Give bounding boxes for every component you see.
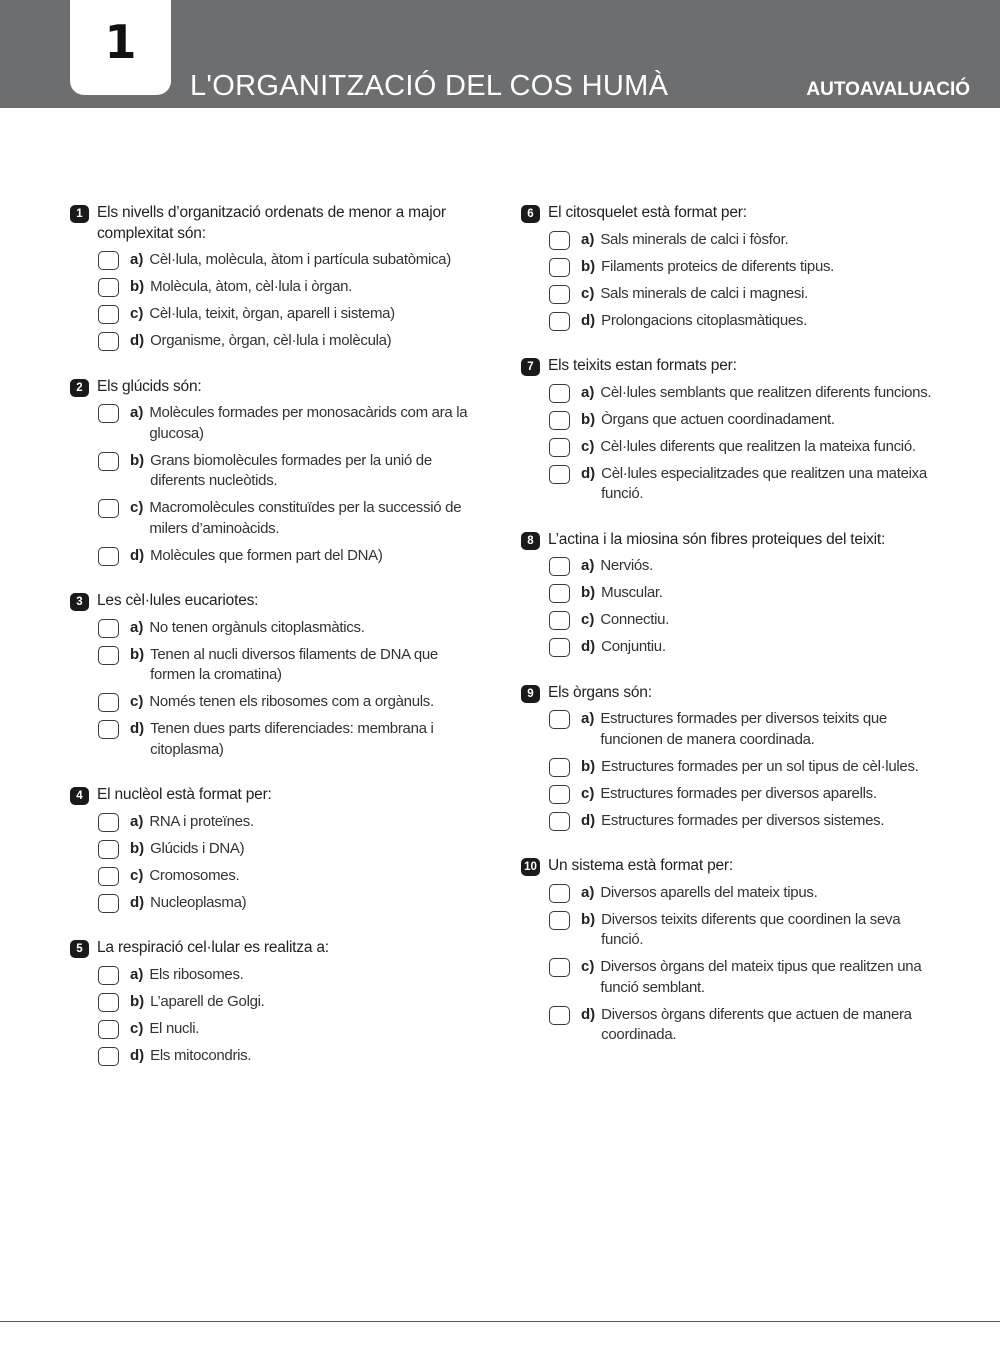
option-text: El nucli. (149, 1019, 200, 1037)
answer-checkbox[interactable] (98, 646, 119, 665)
option-letter: a) (130, 251, 144, 268)
option-text: Els mitocondris. (150, 1046, 252, 1064)
answer-checkbox[interactable] (98, 720, 119, 739)
option-text: Nerviós. (600, 557, 653, 574)
question-3 (70, 591, 480, 760)
answer-checkbox[interactable] (549, 258, 570, 277)
option-text: Nucleoplasma) (150, 893, 247, 911)
answer-checkbox[interactable] (98, 693, 119, 712)
question-number-badge: 9 (521, 685, 540, 703)
option-text: Només tenen els ribosomes com a orgànuls. (149, 693, 434, 710)
question-header (70, 377, 480, 398)
option-letter: d) (581, 311, 596, 329)
answer-checkbox[interactable] (549, 884, 570, 903)
option-text: Cèl·lules semblants que realitzen diferents funcions. (600, 383, 932, 401)
option-text: Glúcids i DNA) (150, 839, 245, 857)
option-letter: b) (581, 757, 596, 775)
option-text: Molècules formades per monosacàrids com ara la glucosa) (149, 404, 468, 442)
answer-option[interactable] (549, 610, 941, 631)
answer-checkbox[interactable] (549, 465, 570, 484)
option-letter: c) (581, 611, 595, 628)
answer-checkbox[interactable] (549, 557, 570, 576)
option-text: Conjuntiu. (601, 638, 666, 655)
answer-option[interactable] (549, 1005, 941, 1046)
answer-option[interactable] (98, 893, 480, 914)
option-letter: d) (581, 464, 596, 482)
option-text: Prolongacions citoplasmàtiques. (601, 311, 807, 329)
answer-option[interactable] (98, 304, 480, 325)
option-letter: b) (581, 257, 596, 275)
option-letter: b) (130, 992, 145, 1010)
option-text: Diversos òrgans del mateix tipus que realitzen una funció semblant. (600, 958, 922, 996)
answer-option[interactable] (549, 637, 941, 658)
option-letter: c) (130, 499, 144, 516)
option-text: No tenen orgànuls citoplasmàtics. (149, 618, 365, 636)
answer-option[interactable] (98, 618, 480, 639)
answer-checkbox[interactable] (98, 867, 119, 886)
option-letter: d) (581, 1005, 596, 1023)
section-tag: AUTOAVALUACIÓ (806, 79, 970, 100)
question-number-badge: 3 (70, 593, 89, 611)
option-letter: d) (581, 811, 596, 829)
question-text: L’actina i la miosina són fibres proteiques del teixit: (548, 530, 886, 548)
answer-checkbox[interactable] (549, 584, 570, 603)
answer-checkbox[interactable] (98, 966, 119, 985)
answer-checkbox[interactable] (549, 438, 570, 457)
option-letter: a) (130, 618, 144, 636)
answer-checkbox[interactable] (98, 1020, 119, 1039)
answer-option[interactable] (98, 812, 480, 833)
page-header (0, 0, 1000, 108)
question-text: La respiració cel·lular es realitza a: (97, 939, 329, 956)
option-text: Cèl·lules especialitzades que realitzen una mateixa funció. (601, 464, 927, 502)
question-number-badge: 10 (521, 858, 540, 876)
answer-checkbox[interactable] (549, 710, 570, 729)
question-5 (70, 938, 480, 1066)
answer-checkbox[interactable] (549, 812, 570, 831)
option-letter: a) (581, 230, 595, 248)
question-2 (70, 377, 480, 567)
answer-option[interactable] (549, 284, 941, 305)
option-text: Estructures formades per un sol tipus de cèl·lules. (601, 757, 919, 775)
answer-checkbox[interactable] (549, 384, 570, 403)
option-letter: b) (581, 410, 596, 428)
option-letter: d) (130, 1046, 145, 1064)
left-column (70, 203, 480, 1091)
option-letter: c) (130, 866, 144, 884)
answer-option[interactable] (549, 583, 941, 604)
answer-option[interactable] (549, 464, 941, 505)
question-header (521, 356, 941, 377)
answer-checkbox[interactable] (549, 785, 570, 804)
answer-option[interactable] (98, 839, 480, 860)
footer-divider (0, 1321, 1000, 1322)
option-text: RNA i proteïnes. (149, 812, 254, 830)
option-letter: a) (130, 404, 144, 421)
answer-option[interactable] (549, 883, 941, 904)
option-letter: a) (130, 965, 144, 983)
question-header (70, 591, 480, 612)
answer-checkbox[interactable] (98, 993, 119, 1012)
question-header (521, 856, 941, 877)
answer-option[interactable] (549, 230, 941, 251)
answer-checkbox[interactable] (98, 547, 119, 566)
option-letter: c) (130, 305, 144, 322)
answer-option[interactable] (98, 719, 480, 760)
option-text: Organisme, òrgan, cèl·lula i molècula) (150, 332, 392, 349)
option-text: Estructures formades per diversos aparells. (600, 784, 877, 802)
answer-option[interactable] (98, 1046, 480, 1067)
option-text: Diversos òrgans diferents que actuen de manera coordinada. (601, 1005, 912, 1043)
option-letter: c) (130, 693, 144, 710)
answer-option[interactable] (98, 331, 480, 352)
question-text: El nuclèol està format per: (97, 786, 272, 803)
option-text: L’aparell de Golgi. (150, 992, 265, 1010)
option-text: Els ribosomes. (149, 965, 244, 983)
option-text: Cromosomes. (149, 866, 240, 884)
answer-option[interactable] (549, 784, 941, 805)
option-letter: b) (581, 584, 596, 601)
question-7 (521, 356, 941, 505)
answer-option[interactable] (98, 965, 480, 986)
answer-option[interactable] (549, 437, 941, 458)
question-number-badge: 7 (521, 358, 540, 376)
right-column (521, 203, 941, 1071)
answer-option[interactable] (549, 811, 941, 832)
question-text: Les cèl·lules eucariotes: (97, 592, 259, 609)
answer-option[interactable] (98, 866, 480, 887)
question-number-badge: 5 (70, 940, 89, 958)
option-letter: b) (130, 278, 145, 295)
answer-option[interactable] (549, 709, 941, 750)
answer-checkbox[interactable] (98, 305, 119, 324)
question-header (70, 938, 480, 959)
option-letter: d) (130, 332, 145, 349)
answer-checkbox[interactable] (549, 411, 570, 430)
option-letter: a) (581, 557, 595, 574)
answer-checkbox[interactable] (549, 231, 570, 250)
option-letter: d) (130, 893, 145, 911)
option-letter: d) (130, 546, 145, 564)
answer-checkbox[interactable] (549, 911, 570, 930)
option-letter: b) (130, 645, 145, 663)
question-number-badge: 2 (70, 379, 89, 397)
option-text: Òrgans que actuen coordinadament. (601, 410, 835, 428)
question-text: Els teixits estan formats per: (548, 357, 737, 374)
question-text: Els nivells d’organització ordenats de menor a major complexitat són: (97, 204, 446, 242)
answer-option[interactable] (549, 410, 941, 431)
answer-checkbox[interactable] (98, 619, 119, 638)
answer-checkbox[interactable] (549, 958, 570, 977)
answer-option[interactable] (549, 957, 941, 998)
question-text: Els glúcids són: (97, 377, 202, 395)
answer-option[interactable] (98, 403, 480, 444)
answer-checkbox[interactable] (98, 840, 119, 859)
question-1 (70, 203, 480, 352)
answer-checkbox[interactable] (98, 1047, 119, 1066)
question-text: Els òrgans són: (548, 683, 652, 701)
option-text: Cèl·lules diferents que realitzen la mateixa funció. (600, 437, 916, 455)
question-9 (521, 683, 941, 832)
question-text: El citosquelet està format per: (548, 204, 747, 221)
answer-checkbox[interactable] (98, 404, 119, 423)
question-header (70, 785, 480, 806)
option-text: Cèl·lula, teixit, òrgan, aparell i sistema) (149, 305, 395, 322)
answer-checkbox[interactable] (98, 278, 119, 297)
option-text: Macromolècules constituïdes per la successió de milers d’aminoàcids. (149, 499, 462, 537)
question-number-badge: 1 (70, 205, 89, 223)
answer-option[interactable] (98, 250, 480, 271)
page-title: L'ORGANITZACIÓ DEL COS HUMÀ (190, 70, 669, 102)
answer-checkbox[interactable] (549, 611, 570, 630)
option-letter: c) (581, 437, 595, 455)
question-6 (521, 203, 941, 331)
option-text: Molècula, àtom, cèl·lula i òrgan. (150, 278, 353, 295)
question-header (521, 683, 941, 704)
answer-checkbox[interactable] (98, 251, 119, 270)
option-text: Estructures formades per diversos teixits que funcionen de manera coordinada. (600, 710, 887, 748)
option-letter: d) (130, 720, 145, 737)
option-letter: a) (581, 710, 595, 727)
option-text: Estructures formades per diversos sistemes. (601, 811, 885, 829)
answer-option[interactable] (549, 257, 941, 278)
answer-option[interactable] (98, 645, 480, 686)
option-text: Molècules que formen part del DNA) (150, 546, 383, 564)
option-text: Connectiu. (600, 611, 670, 628)
option-text: Sals minerals de calci i fòsfor. (600, 230, 789, 248)
option-letter: c) (581, 284, 595, 302)
answer-option[interactable] (98, 992, 480, 1013)
question-10 (521, 856, 941, 1046)
answer-checkbox[interactable] (549, 638, 570, 657)
answer-checkbox[interactable] (549, 285, 570, 304)
question-header (521, 203, 941, 224)
answer-option[interactable] (98, 277, 480, 298)
answer-option[interactable] (98, 1019, 480, 1040)
option-text: Diversos aparells del mateix tipus. (600, 883, 818, 901)
answer-option[interactable] (549, 556, 941, 577)
option-text: Cèl·lula, molècula, àtom i partícula subatòmica) (149, 251, 451, 268)
option-text: Filaments proteics de diferents tipus. (601, 257, 835, 275)
answer-checkbox[interactable] (98, 332, 119, 351)
question-header (521, 530, 941, 551)
option-text: Diversos teixits diferents que coordinen la seva funció. (601, 910, 901, 948)
option-letter: b) (581, 910, 596, 928)
question-text: Un sistema està format per: (548, 857, 733, 874)
answer-checkbox[interactable] (98, 452, 119, 471)
option-letter: c) (581, 784, 595, 802)
question-number-badge: 6 (521, 205, 540, 223)
answer-option[interactable] (549, 383, 941, 404)
option-letter: d) (581, 638, 596, 655)
question-4 (70, 785, 480, 913)
option-letter: b) (130, 451, 145, 469)
answer-option[interactable] (98, 692, 480, 713)
option-text: Tenen al nucli diversos filaments de DNA que formen la cromatina) (150, 645, 438, 683)
answer-option[interactable] (549, 757, 941, 778)
answer-option[interactable] (549, 910, 941, 951)
option-letter: b) (130, 839, 145, 857)
option-letter: c) (581, 958, 595, 975)
question-8 (521, 530, 941, 658)
unit-number: 1 (104, 14, 137, 69)
answer-checkbox[interactable] (98, 499, 119, 518)
question-number-badge: 4 (70, 787, 89, 805)
answer-option[interactable] (549, 311, 941, 332)
question-number-badge: 8 (521, 532, 540, 550)
option-letter: a) (130, 812, 144, 830)
option-letter: a) (581, 883, 595, 901)
unit-tab (70, 0, 171, 95)
option-letter: c) (130, 1019, 144, 1037)
option-text: Grans biomolècules formades per la unió de diferents nucleòtids. (150, 451, 432, 489)
answer-option[interactable] (98, 546, 480, 567)
answer-checkbox[interactable] (549, 758, 570, 777)
answer-option[interactable] (98, 451, 480, 492)
question-header (70, 203, 480, 244)
option-text: Sals minerals de calci i magnesi. (600, 284, 809, 302)
answer-checkbox[interactable] (98, 813, 119, 832)
answer-checkbox[interactable] (549, 1006, 570, 1025)
option-letter: a) (581, 383, 595, 401)
answer-checkbox[interactable] (549, 312, 570, 331)
answer-option[interactable] (98, 498, 480, 539)
option-text: Tenen dues parts diferenciades: membrana i citoplasma) (150, 720, 434, 758)
option-text: Muscular. (601, 584, 663, 601)
answer-checkbox[interactable] (98, 894, 119, 913)
